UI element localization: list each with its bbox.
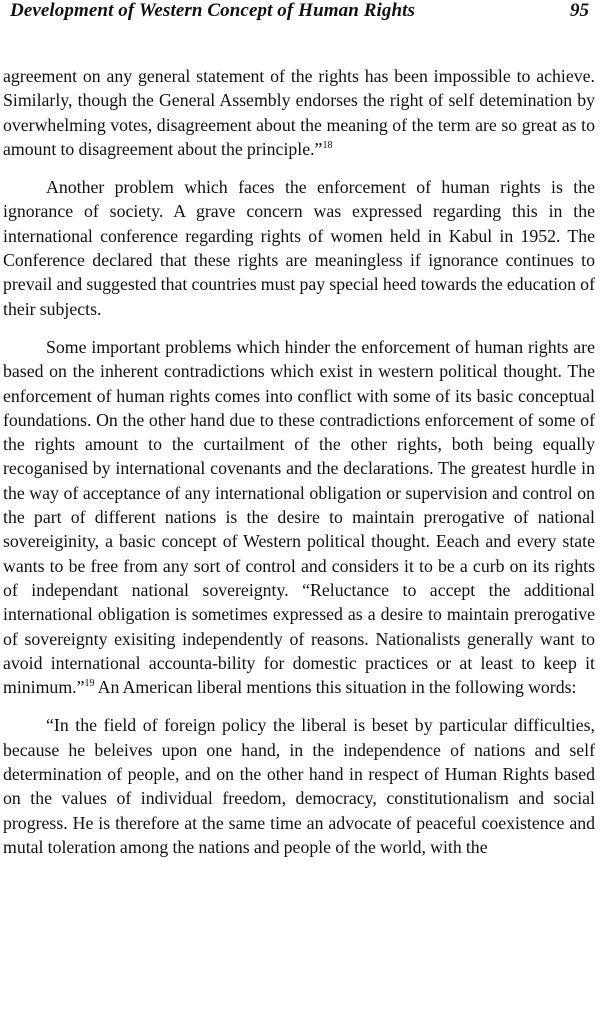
- paragraph-text-continued: An American liberal mentions this situation in the following words:: [94, 677, 577, 698]
- paragraph: [3, 335, 595, 699]
- chapter-title: Development of Western Concept of Human Rights: [10, 0, 416, 21]
- paragraph-quotation: [3, 713, 595, 859]
- paragraph-text: agreement on any general statement of the rights has been impossible to achieve. Similarly, though the General Assembly endorses the right of self detemination by overwhelming votes, disagreement about the meaning of the term are so great as to amount to disagreement about the principle.”: [3, 66, 595, 159]
- page-number: 95: [570, 0, 589, 21]
- body-text: [3, 64, 597, 859]
- paragraph-continued: [3, 64, 595, 161]
- paragraph-text: “In the field of foreign policy the liberal is beset by particular difficulties, because he beleives upon one hand, in the independence of nations and self determination of people, and on the other hand in respect of Human Rights based on the values of individual freedom, democracy, constitutionalism and social progress. He is therefore at the same time an advocate of peaceful coexistence and mutal toleration among the nations and people of the world, with the: [3, 715, 595, 857]
- running-header: [3, 0, 597, 22]
- paragraph: [3, 175, 595, 321]
- footnote-marker: 18: [322, 139, 333, 151]
- paragraph-text: Some important problems which hinder the enforcement of human rights are based on the inherent contradictions which exist in western political thought. The enforcement of human rights comes into conflict with some of its basic conceptual foundations. On the other hand due to these contradictions enforcement of some of the rights amount to the curtailment of the other rights, both being equally recoganised by international covenants and the declarations. The greatest hurdle in the way of acceptance of any international obligation or supervision and control on the part of different nations is the desire to maintain prerogative of national sovereiginity, a basic concept of Western political thought. Eeach and every state wants to be free from any sort of control and considers it to be a curb on its rights of independant national sovereignty. “Reluctance to accept the additional international obligation is sometimes expressed as a desire to maintain prerogative of sovereignty exisiting independently of reasons. Nationalists generally want to avoid international accounta-bility for domestic practices or at least to keep it minimum.”: [3, 336, 595, 698]
- paragraph-text: Another problem which faces the enforcement of human rights is the ignorance of society. A grave concern was expressed regarding this in the international conference regarding rights of women held in Kabul in 1952. The Conference declared that these rights are meaningless if ignorance continues to prevail and suggested that countries must pay special heed towards the education of their subjects.: [3, 177, 595, 319]
- footnote-marker: 19: [84, 678, 95, 690]
